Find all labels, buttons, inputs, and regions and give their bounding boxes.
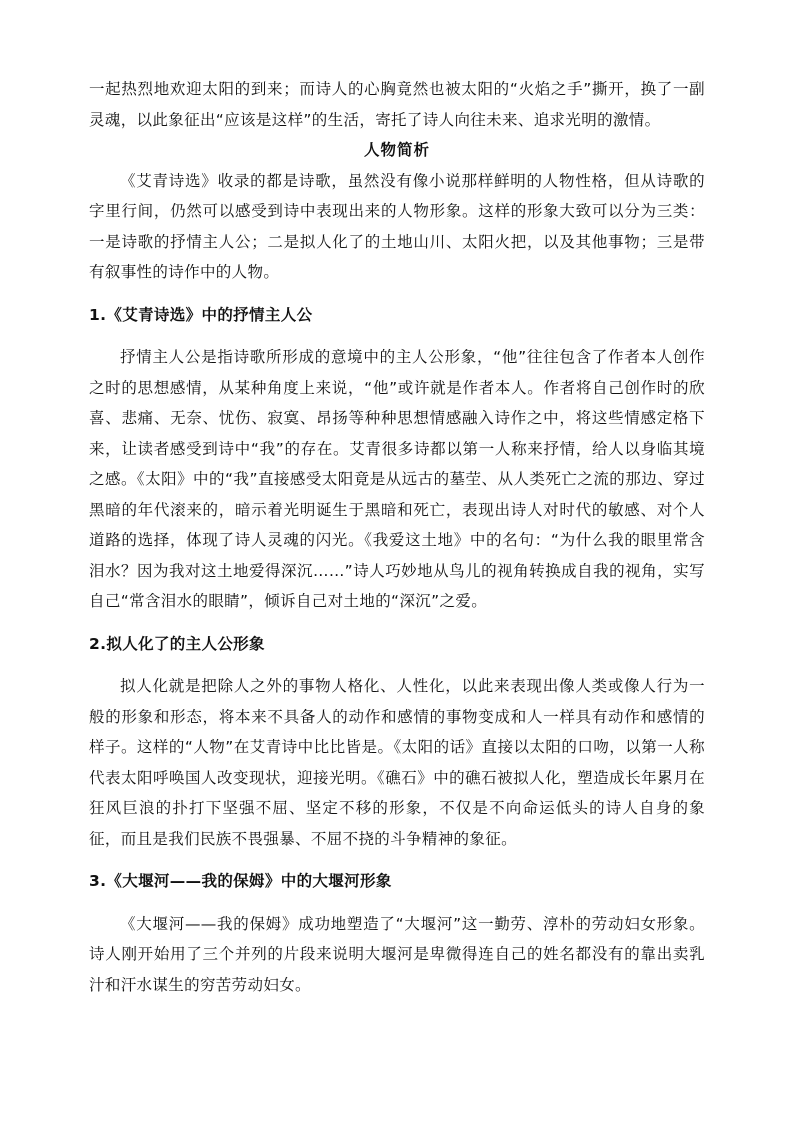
spacer bbox=[89, 330, 705, 342]
subsection-body-3: 《大堰河——我的保姆》成功地塑造了“大堰河”这一勤劳、淳朴的劳动妇女形象。诗人刚开始用了三个并列的片段来说明大堰河是卑微得连自己的姓名都没有的靠出卖乳汁和汗水谋生的穷苦劳动妇女。 bbox=[89, 914, 705, 994]
spacer bbox=[89, 288, 705, 300]
subsection-heading-3: 3.《大堰河——我的保姆》中的大堰河形象 bbox=[89, 872, 392, 890]
document-page bbox=[89, 74, 705, 1000]
subsection-body-1: 抒情主人公是指诗歌所形成的意境中的主人公形象，“他”往往包含了作者本人创作之时的思想感情，从某种角度上来说，“他”或许就是作者本人。作者将自己创作时的欣喜、悲痛、无奈、忧伤、寂寞、昂扬等种种思想情感融入诗作之中，将这些情感定格下来，让读者感受到诗中“我”的存在。艾青很多诗都以第一人称来抒情，给人以身临其境之感。《太阳》中的“我”直接感受太阳竟是从远古的墓茔、从人类死亡之流的那边、穿过黑暗的年代滚来的，暗示着光明诞生于黑暗和死亡，表现出诗人对时代的敏感、对个人道路的选择，体现了诗人灵魂的闪光。《我爱这土地》中的名句：“为什么我的眼里常含泪水？因为我对这土地爱得深沉……”诗人巧妙地从鸟儿的视角转换成自我的视角，实写自己“常含泪水的眼睛”，倾诉自己对土地的“深沉”之爱。 bbox=[89, 348, 705, 610]
intro-paragraph: 一起热烈地欢迎太阳的到来；而诗人的心胸竟然也被太阳的“火焰之手”撕开，换了一副灵魂，以此象征出“应该是这样”的生活，寄托了诗人向往未来、追求光明的激情。 bbox=[89, 80, 705, 129]
subsection-body-2: 拟人化就是把除人之外的事物人格化、人性化，以此来表现出像人类或像人行为一般的形象和形态，将本来不具备人的动作和感情的事物变成和人一样具有动作和感情的样子。这样的“人物”在艾青诗中比比皆是。《太阳的话》直接以太阳的口吻，以第一人称代表太阳呼唤国人改变现状，迎接光明。《礁石》中的礁石被拟人化，塑造成长年累月在狂风巨浪的扑打下坚强不屈、坚定不移的形象，不仅是不向命运低头的诗人自身的象征，而且是我们民族不畏强暴、不屈不挠的斗争精神的象征。 bbox=[89, 677, 705, 848]
spacer bbox=[89, 659, 705, 671]
subsection-heading-1: 1.《艾青诗选》中的抒情主人公 bbox=[89, 305, 313, 324]
spacer bbox=[89, 854, 705, 866]
section-intro-paragraph: 《艾青诗选》收录的都是诗歌，虽然没有像小说那样鲜明的人物性格，但从诗歌的字里行间，仍然可以感受到诗中表现出来的人物形象。这样的形象大致可以分为三类：一是诗歌的抒情主人公；二是拟人化了的土地山川、太阳火把，以及其他事物；三是带有叙事性的诗作中的人物。 bbox=[89, 171, 705, 281]
spacer bbox=[89, 617, 705, 629]
spacer bbox=[89, 897, 705, 909]
section-title: 人物简析 bbox=[363, 141, 430, 159]
subsection-heading-2: 2.拟人化了的主人公形象 bbox=[89, 634, 265, 653]
